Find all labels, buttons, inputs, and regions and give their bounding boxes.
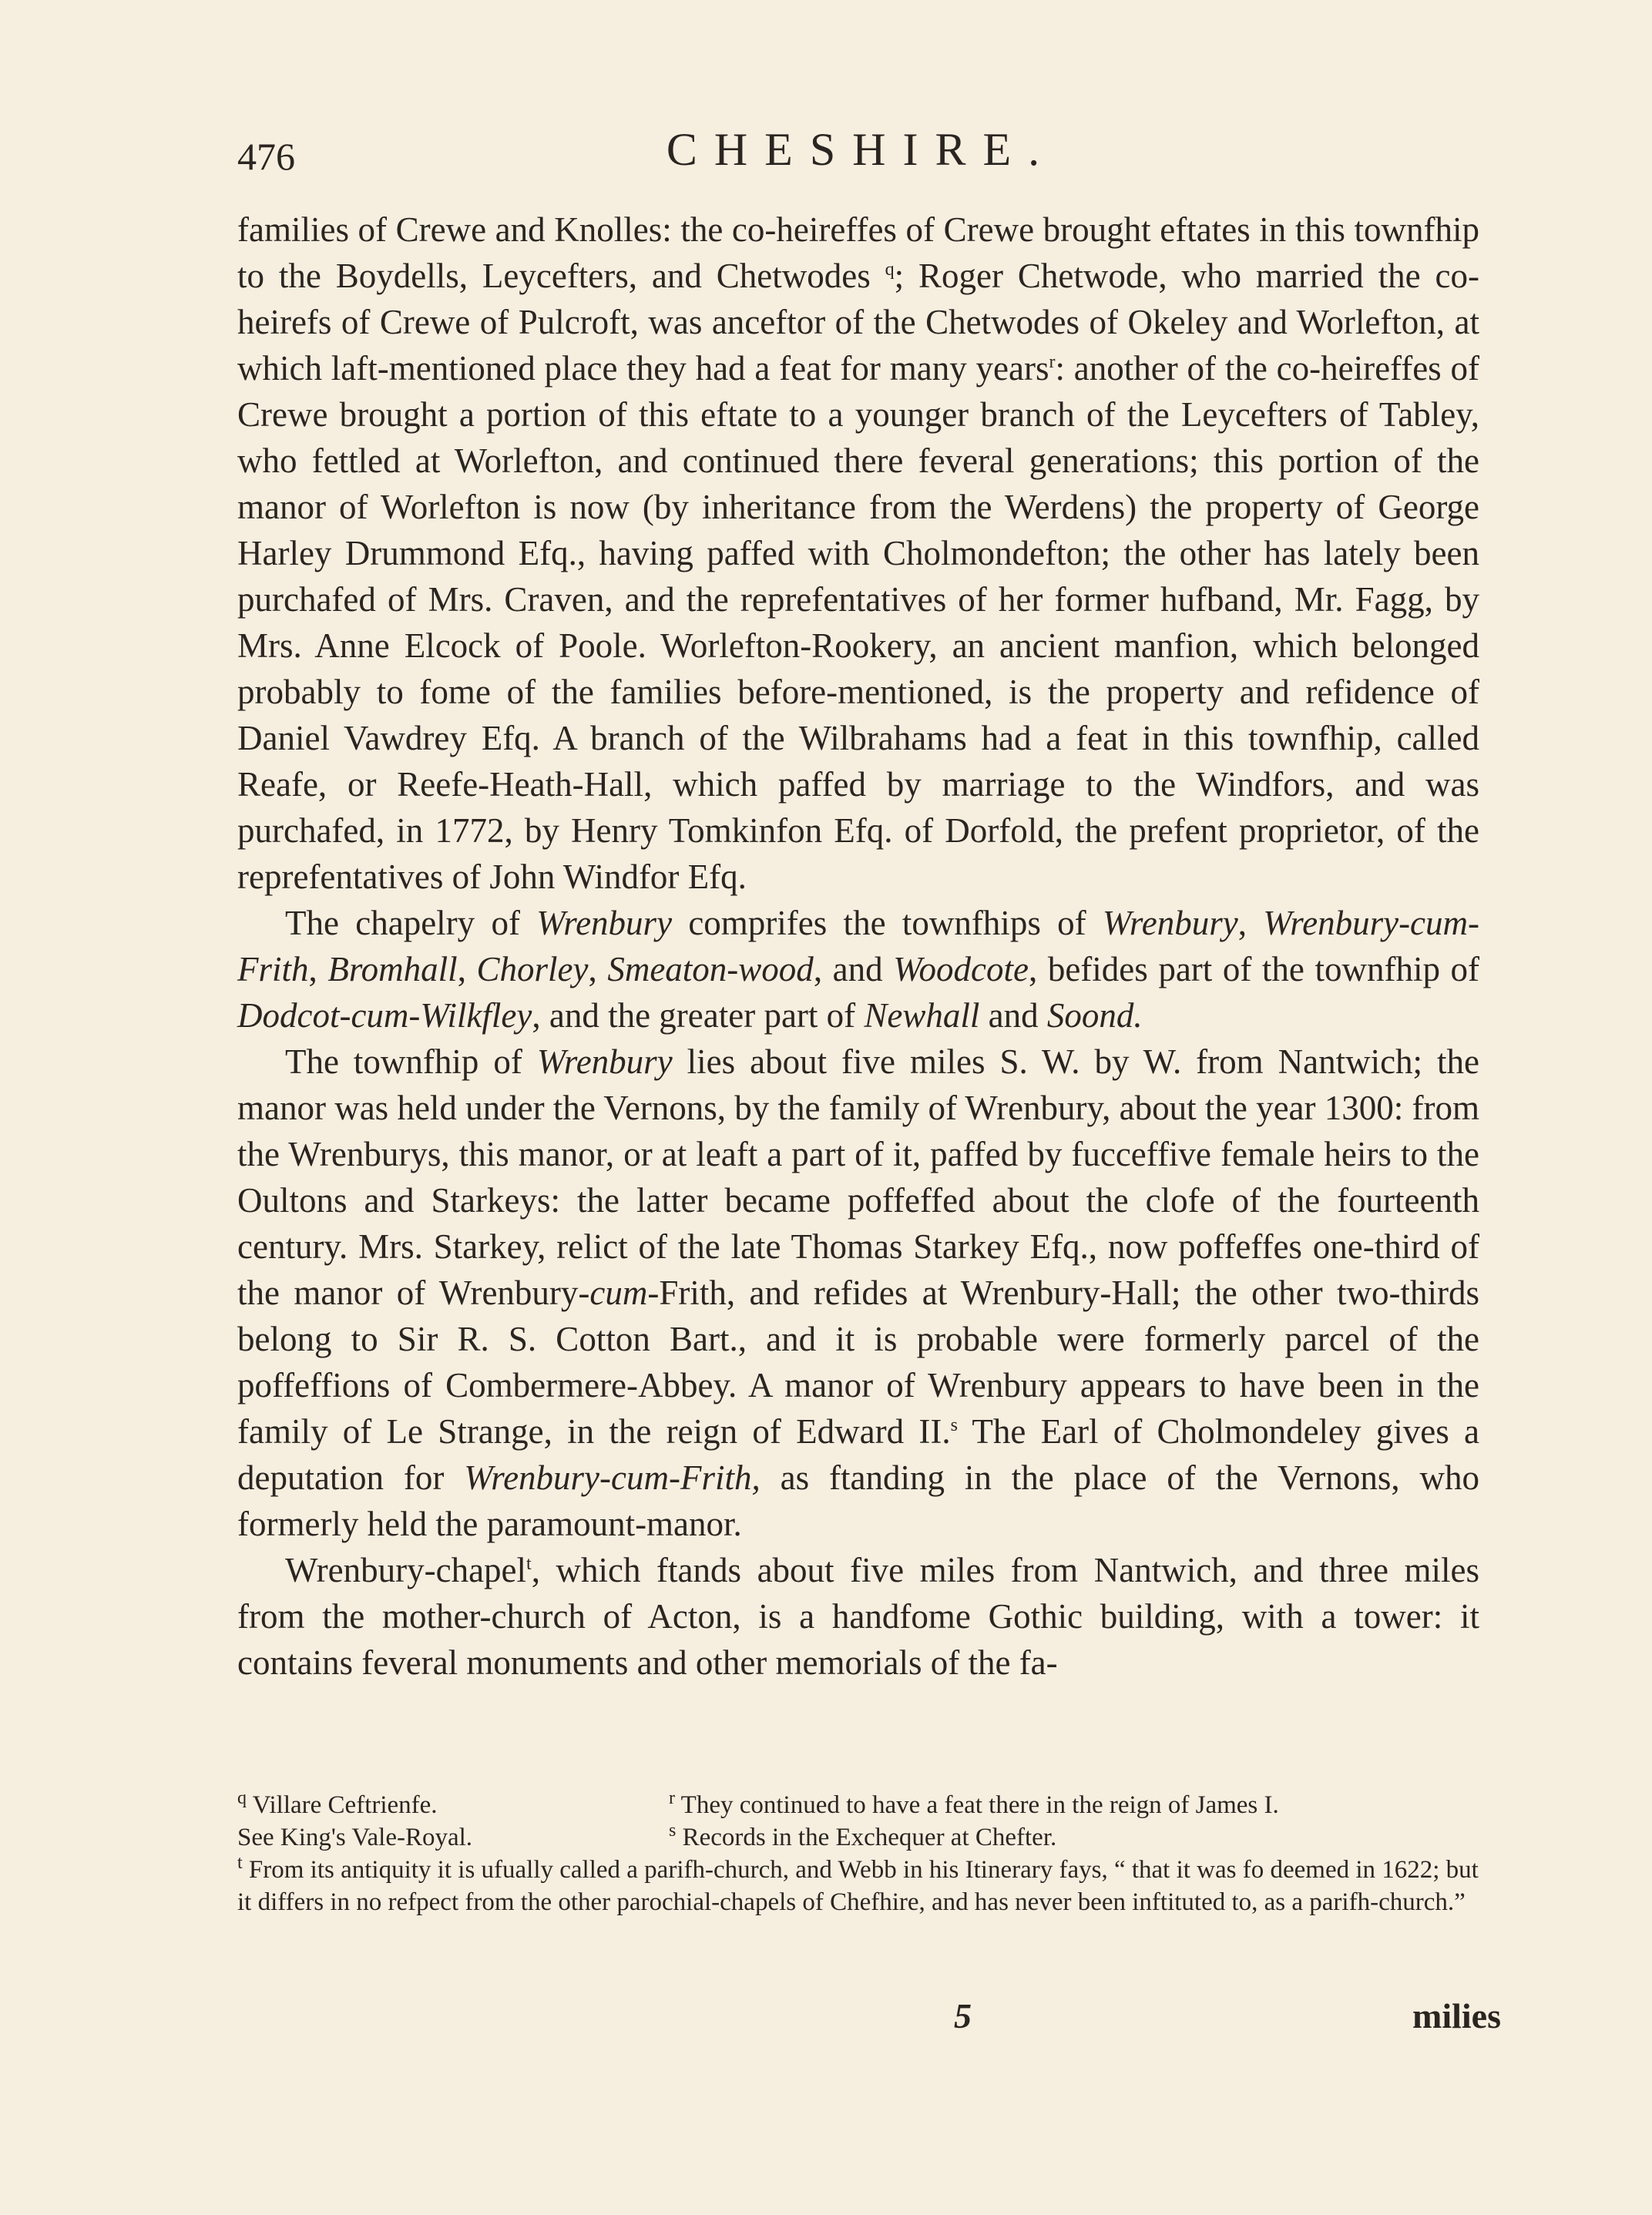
footnote-s	[669, 1821, 1482, 1854]
text-run: , befides part of the townfhip of	[1029, 950, 1480, 988]
catchword: milies	[1412, 1996, 1501, 2035]
footnote-text: Records in the Exchequer at Chefter.	[682, 1824, 1057, 1851]
footnote-ref-r: r	[1049, 352, 1056, 372]
footnote-text: They continued to have a feat there in the reign of James I.	[680, 1791, 1279, 1819]
footnote-text: From its antiquity it is ufually called a parifh-church, and Webb in his Itinerary fays, “ that it was fo deemed in 1622; but it differs in no refpect from the other parochial-chapels of Chefhire, and has never been inftituted to, as a parifh-church.”	[237, 1856, 1479, 1916]
text-run: ,	[588, 950, 608, 988]
page-number: 476	[237, 135, 295, 178]
text-run: , and the greater part of	[532, 996, 865, 1035]
text-run: The chapelry of	[285, 904, 537, 942]
footnote-q-cont: See King's Vale-Royal.	[237, 1824, 473, 1851]
running-head	[237, 123, 1486, 193]
place-name: Chorley	[476, 950, 589, 988]
text-run: The townfhip of	[285, 1042, 537, 1081]
text-run: families of Crewe and Knolles: the co-heireffes of Crewe brought eftates in this townfhip to the Boydells, Leycefters, and Chetwodes	[237, 210, 1479, 295]
place-name: cum-	[589, 1274, 660, 1312]
signature-mark: 5	[954, 1996, 972, 2035]
footnote-ref-s: s	[950, 1415, 958, 1435]
text-run: , which ftands about five miles from Nantwich, and three miles from the mother-church of Acton, is a handfome Gothic building, with a tower: it contains feveral monuments and other memorials of the fa-	[237, 1551, 1479, 1682]
footnote-q	[237, 1789, 669, 1821]
text-run: ; Roger Chetwode, who married the co-heirefs of Crewe of Pulcroft, was anceftor of the Chetwodes of Okeley and Worlefton, at which laft-mentioned place they had a feat for many years	[237, 257, 1479, 388]
place-name: Wrenbury-cum-Frith,	[464, 1458, 761, 1497]
place-name: Wrenbury	[536, 904, 673, 942]
place-name: Dodcot-cum-Wilkfley	[237, 996, 532, 1035]
footnote-r	[669, 1789, 1482, 1821]
place-name: Woodcote	[893, 950, 1029, 988]
text-run: : another of the co-heireffes of Crewe brought a portion of this eftate to a younger branch of the Leycefters of Tabley, who fettled at Worlefton, and continued there feveral generations; this portion of the manor of Worlefton is now (by inheritance from the Werdens) the property of George Harley Drummond Efq., having paffed with Cholmondefton; the other has lately been purchafed of Mrs. Craven, and the reprefentatives of her former hufband, Mr. Fagg, by Mrs. Anne Elcock of Poole. Worlefton-Rookery, an ancient manfion, which belonged probably to fome of the families before-mentioned, is the property and refidence of Daniel Vawdrey Efq. A branch of the Wilbrahams had a feat in this townfhip, called Reafe, or Reefe-Heath-Hall, which paffed by marriage to the Windfors, and was purchafed, in 1772, by Henry Tomkinfon Efq. of Dorfold, the prefent proprietor, of the reprefentatives of John Windfor Efq.	[237, 349, 1480, 896]
body-text	[237, 206, 1479, 1686]
text-run: Wrenbury-chapel	[285, 1551, 527, 1589]
place-name: Bromhall	[327, 950, 458, 988]
place-name: Wrenbury	[1102, 904, 1238, 942]
text-run: ,	[1237, 904, 1264, 942]
text-run: comprifes the townfhips of	[672, 904, 1103, 942]
text-run: and	[979, 996, 1047, 1035]
place-name: Soond.	[1046, 996, 1143, 1035]
text-run: The Earl of Cholmondeley gives a deputation for	[237, 1412, 1480, 1497]
footnote-row	[237, 1789, 1482, 1821]
paragraph-chapelry	[237, 900, 1479, 1039]
text-run: as ftanding in the place of the Vernons, who formerly held the paramount-manor.	[237, 1458, 1479, 1543]
paragraph-chapel	[237, 1547, 1479, 1686]
running-title: CHESHIRE.	[666, 124, 1057, 175]
text-run: ,	[457, 950, 477, 988]
footnote-mark: s	[669, 1821, 677, 1841]
place-name: Smeaton-wood	[607, 950, 814, 988]
text-run: ,	[308, 950, 328, 988]
text-run: , and	[813, 950, 894, 988]
footnote-row	[237, 1821, 1482, 1854]
footnote-mark: q	[237, 1788, 247, 1808]
paragraph-continued	[237, 206, 1479, 900]
place-name: Newhall	[864, 996, 980, 1035]
footnote-ref-t: t	[526, 1554, 532, 1574]
page-footer	[237, 1995, 1501, 2057]
footnote-t	[237, 1854, 1482, 1918]
footnote-mark: r	[669, 1788, 675, 1808]
footnote-text: Villare Ceftrienfe.	[252, 1791, 438, 1819]
footnote-ref-q: q	[885, 260, 895, 280]
footnotes	[237, 1789, 1482, 1918]
paragraph-township	[237, 1039, 1479, 1547]
footnote-mark: t	[237, 1853, 243, 1873]
place-name: Wrenbury	[536, 1042, 673, 1081]
place-name: Wrenbury-cum-Frith	[237, 904, 1480, 988]
text-run: Frith, and refides at Wrenbury-Hall; the other two-thirds belong to Sir R. S. Cotton Bart., and it is probable were formerly parcel of the poffeffions of Combermere-Abbey. A manor of Wrenbury appears to have been in the family of Le Strange, in the reign of Edward II.	[237, 1274, 1479, 1451]
text-run: lies about five miles S. W. by W. from Nantwich; the manor was held under the Vernons, by the family of Wrenbury, about the year 1300: from the Wrenburys, this manor, or at leaft a part of it, paffed by fucceffive female heirs to the Oultons and Starkeys: the latter became poffeffed about the clofe of the fourteenth century. Mrs. Starkey, relict of the late Thomas Starkey Efq., now poffeffes one-third of the manor of Wrenbury-	[237, 1042, 1480, 1312]
